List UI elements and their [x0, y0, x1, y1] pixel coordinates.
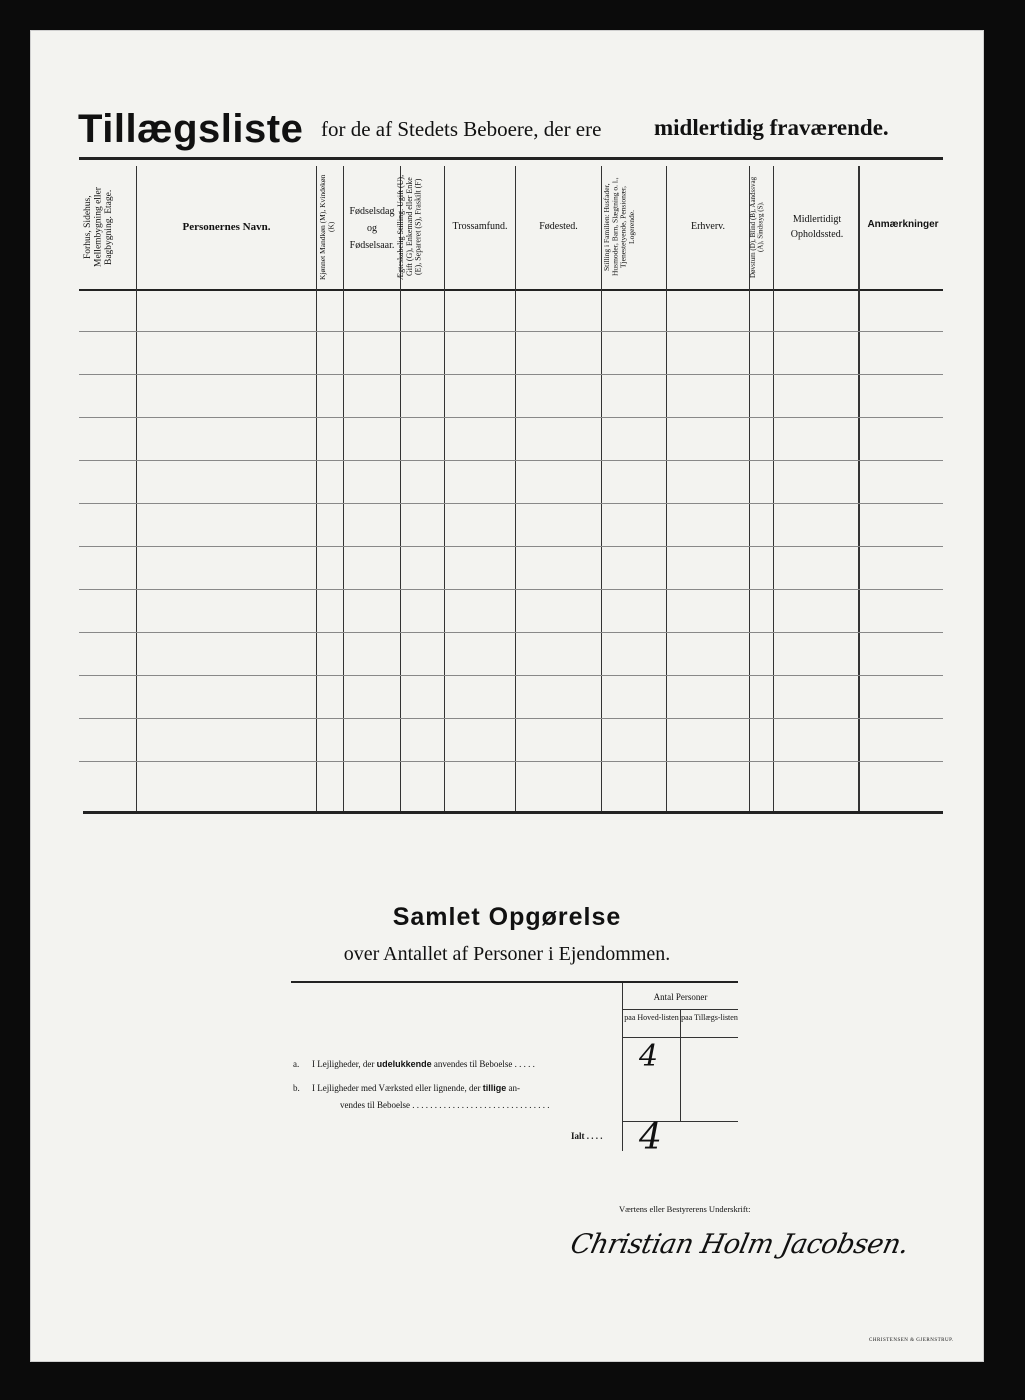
- table-row-line: [79, 675, 943, 676]
- table-row-line: [79, 331, 943, 332]
- summary-row-b-text-1: I Lejligheder med Værksted eller lignende, der: [312, 1083, 481, 1093]
- table-row-line: [79, 632, 943, 633]
- header-birthplace: Fødested.: [539, 221, 578, 232]
- table-row-line: [79, 761, 943, 762]
- summary-row-a-text-1: I Lejligheder, der: [312, 1059, 375, 1069]
- summary-top-rule: [291, 981, 738, 983]
- summary-total-label: Ialt . . . .: [571, 1131, 603, 1141]
- table-row-line: [79, 589, 943, 590]
- summary-col-hoved: paa Hoved-listen: [624, 1013, 679, 1022]
- table-row-line: [79, 460, 943, 461]
- column-divider: [666, 166, 667, 811]
- summary-subtitle: over Antallet af Personer i Ejendommen.: [343, 943, 671, 965]
- form-title-bold: midlertidig fraværende.: [654, 115, 889, 140]
- summary-column-divider: [680, 1009, 681, 1121]
- summary-total-value: 4: [639, 1117, 662, 1158]
- signature-label: Værtens eller Bestyrerens Underskrift:: [619, 1204, 751, 1214]
- column-divider: [444, 166, 445, 811]
- header-family-position: Stilling i Familien: Husfader, Husmoder, Barn, Slægtning o. l., Tjenestetyende, Pensionær, Logerende.: [602, 177, 636, 277]
- summary-row-a-text-2: anvendes til Beboelse . . . . .: [433, 1059, 535, 1069]
- table-header-rule: [79, 289, 943, 291]
- table-row-line: [79, 417, 943, 418]
- column-divider: [136, 166, 137, 811]
- summary-row-b-label: [312, 1083, 520, 1093]
- header-marital-status: Ægteskabelig Stilling. Ugift (U), Gift (G), Enkemand eller Enke (E), Separeret (S), Fraskilt (F): [396, 174, 423, 280]
- summary-row-b-text-3: vendes til Beboelse . . . . . . . . . . . . . . . . . . . . . . . . . . . . . . .: [340, 1100, 550, 1110]
- summary-row-b-bold: tillige: [482, 1083, 507, 1093]
- table-row-line: [79, 546, 943, 547]
- table-top-rule: [79, 157, 943, 160]
- summary-group-header: Antal Personer: [653, 992, 708, 1002]
- form-title-description: for de af Stedets Beboere, der ere: [321, 117, 602, 141]
- table-bottom-rule: [83, 811, 943, 814]
- header-remarks: Anmærkninger: [867, 219, 939, 230]
- summary-col-tillaeg: paa Tillægs-listen: [681, 1013, 738, 1022]
- header-temporary-residence: Midlertidigt Opholdssted.: [790, 214, 844, 240]
- summary-header-line: [622, 1037, 738, 1038]
- column-divider: [316, 166, 317, 811]
- header-disability: Døvstum (D), Blind (B), Aandssvag (A), Sindssyg (S).: [749, 176, 765, 278]
- table-row-line: [79, 718, 943, 719]
- table-row-line: [79, 374, 943, 375]
- column-divider: [773, 166, 774, 811]
- column-divider: [515, 166, 516, 811]
- census-form-sheet: [30, 30, 984, 1362]
- summary-row-a-letter: a.: [293, 1059, 300, 1069]
- header-birthdate: Fødselsdag og Fødselsaar.: [349, 206, 395, 251]
- column-divider: [343, 166, 344, 811]
- summary-row-a-label: [312, 1059, 535, 1069]
- signature-name: Christian Holm Jacobsen.: [567, 1229, 912, 1260]
- table-row-line: [79, 503, 943, 504]
- summary-header-line: [622, 1009, 738, 1010]
- form-title: Tillægsliste: [78, 107, 304, 151]
- header-building-floor: Forhus, Sidehus, Mellembygning eller Bagbygning. Etage.: [83, 187, 114, 267]
- summary-title: Samlet Opgørelse: [392, 903, 622, 931]
- header-gender: Kjønnet Mandkøn (M), Kvindekøn (K): [318, 174, 336, 280]
- summary-row-b-text-2: an-: [508, 1083, 521, 1093]
- header-occupation: Erhverv.: [690, 221, 726, 232]
- header-religion: Trossamfund.: [452, 221, 508, 232]
- printer-imprint: CHRISTENSEN & GJERNSTRUP.: [869, 1338, 954, 1343]
- summary-row-a-bold: udelukkende: [376, 1059, 432, 1069]
- summary-row-a-value: 4: [639, 1039, 659, 1074]
- header-person-name: Personernes Navn.: [182, 221, 271, 233]
- column-divider: [858, 166, 860, 811]
- summary-row-b-letter: b.: [293, 1083, 300, 1093]
